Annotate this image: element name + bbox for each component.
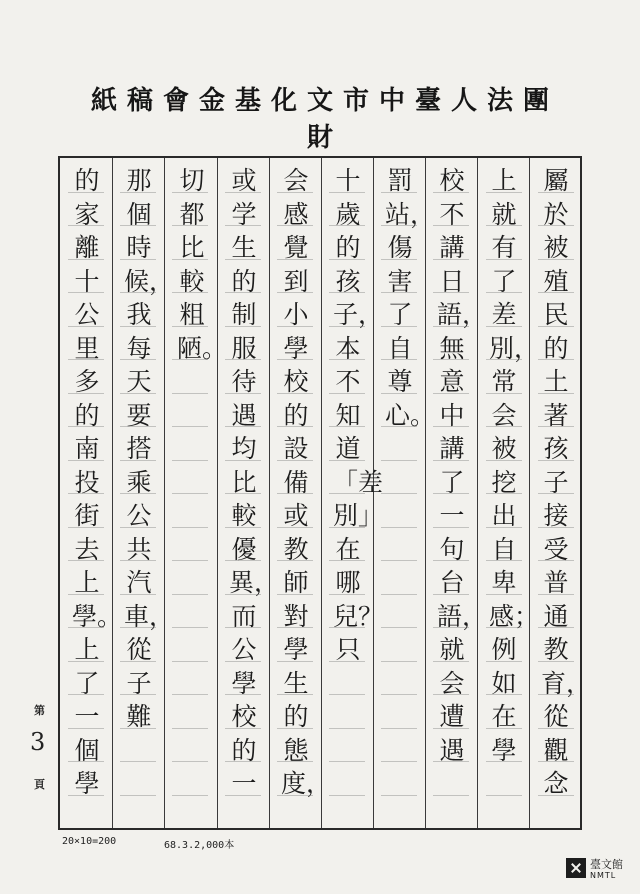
grid-cell-line [277,560,313,561]
grid-cell-line [225,393,261,394]
grid-cell-line [486,326,522,327]
grid-cell-line [486,694,522,695]
grid-cell-line [538,359,574,360]
grid-cell-line [68,259,104,260]
grid-cell-line [381,661,417,662]
grid-cell-line [68,694,104,695]
grid-cell-line [433,192,469,193]
grid-cell-line [172,594,208,595]
grid-cell-line [538,326,574,327]
grid-cell-line [120,460,156,461]
grid-cell-line [120,694,156,695]
grid-cell-line [120,560,156,561]
grid-cell-line [381,694,417,695]
grid-cell-line [381,326,417,327]
grid-cell-line [225,259,261,260]
grid-cell-line [433,493,469,494]
grid-cell-line [538,259,574,260]
grid-cell-line [277,225,313,226]
grid-cell-line [381,460,417,461]
grid-cell-line [277,426,313,427]
manuscript-column-10: 的家離十公里多的南投街去上學。上了一個學 [72,166,123,798]
grid-cell-line [120,627,156,628]
grid-cell-line [120,493,156,494]
grid-cell-line [172,192,208,193]
grid-cell-line [277,292,313,293]
grid-cell-line [329,493,365,494]
grid-cell-line [538,627,574,628]
grid-cell-line [225,292,261,293]
grid-cell-line [433,527,469,528]
grid-cell-line [277,527,313,528]
grid-cell-line [277,192,313,193]
form-header-title: 紙稿會金基化文市中臺人法團財 [90,86,559,153]
grid-cell-line [225,594,261,595]
manuscript-column-4: 罰站，傷害了自尊心。 [385,166,436,430]
grid-cell-line [277,728,313,729]
grid-cell-line [225,728,261,729]
manuscript-column-5: 十歲的孩子，本不知道「差別」在哪兒？只 [333,166,384,664]
nmtl-logo-chinese: 臺文館 [590,858,623,871]
grid-cell-line [538,493,574,494]
grid-cell-line [68,292,104,293]
grid-cell-line [68,393,104,394]
grid-cell-line [225,761,261,762]
grid-cell-line [172,761,208,762]
grid-cell-line [538,728,574,729]
grid-cell-line [329,225,365,226]
grid-cell-line [277,761,313,762]
grid-cell-line [225,795,261,796]
grid-cell-line [172,627,208,628]
grid-cell-line [329,761,365,762]
grid-cell-line [68,527,104,528]
grid-cell-line [120,795,156,796]
grid-cell-line [329,527,365,528]
grid-cell-line [225,225,261,226]
grid-cell-line [172,795,208,796]
grid-cell-line [538,594,574,595]
grid-cell-line [486,259,522,260]
manuscript-column-9: 那個時候，我每天要搭乘公共汽車，從子難 [124,166,175,731]
print-info-label: 68.3.2,000本 [164,840,235,851]
grid-cell-line [538,426,574,427]
grid-cell-line [172,393,208,394]
grid-cell-line [172,694,208,695]
grid-cell-line [329,661,365,662]
grid-cell-line [225,493,261,494]
grid-cell-line [486,527,522,528]
grid-cell-line [433,393,469,394]
grid-cell-line [277,359,313,360]
grid-cell-line [538,560,574,561]
grid-cell-line [68,225,104,226]
grid-cell-line [329,292,365,293]
page-number: 3 [30,728,46,756]
grid-cell-line [486,359,522,360]
grid-cell-line [68,426,104,427]
grid-cell-line [538,761,574,762]
grid-cell-line [381,560,417,561]
grid-cell-line [381,627,417,628]
grid-cell-line [68,627,104,628]
manuscript-column-2: 上就有了差別，常会被挖出自卑感；例如在學 [489,166,540,765]
grid-cell-line [433,259,469,260]
grid-cell-line [538,527,574,528]
grid-cell-line [172,661,208,662]
manuscript-grid [58,156,592,830]
grid-cell-line [381,728,417,729]
grid-cell-line [538,795,574,796]
grid-cell-line [277,393,313,394]
grid-cell-line [381,225,417,226]
grid-column-line [112,158,113,828]
grid-cell-line [172,225,208,226]
grid-cell-line [277,493,313,494]
grid-cell-line [225,359,261,360]
grid-cell-line [486,795,522,796]
grid-cell-line [433,661,469,662]
grid-cell-line [68,795,104,796]
grid-cell-line [68,326,104,327]
grid-cell-line [172,560,208,561]
grid-cell-line [277,795,313,796]
grid-cell-line [68,761,104,762]
grid-cell-line [329,594,365,595]
grid-cell-line [172,460,208,461]
grid-cell-line [120,594,156,595]
grid-cell-line [433,292,469,293]
grid-cell-line [433,426,469,427]
grid-cell-line [381,192,417,193]
grid-cell-line [433,627,469,628]
grid-column-line [529,158,530,828]
grid-cell-line [433,359,469,360]
nmtl-logo-english: NMTL [590,871,617,880]
grid-cell-line [68,560,104,561]
grid-cell-line [381,493,417,494]
grid-cell-line [329,359,365,360]
grid-cell-line [68,728,104,729]
grid-cell-line [433,225,469,226]
manuscript-column-3: 校不講日語，無意中講了一句台語，就会遭遇 [437,166,488,765]
grid-cell-line [120,292,156,293]
grid-cell-line [433,761,469,762]
grid-cell-line [120,259,156,260]
grid-cell-line [120,661,156,662]
grid-cell-line [486,627,522,628]
grid-cell-line [433,728,469,729]
grid-cell-line [433,594,469,595]
grid-cell-line [225,694,261,695]
manuscript-column-6: 会感覺到小學校的設備或教師對學生的態度， [281,166,332,798]
grid-cell-line [329,694,365,695]
grid-cell-line [225,326,261,327]
grid-column-line [321,158,322,828]
nmtl-logo-icon [566,858,586,878]
grid-cell-line [120,225,156,226]
grid-column-line [164,158,165,828]
grid-column-line [425,158,426,828]
grid-cell-line [433,694,469,695]
grid-cell-line [277,661,313,662]
grid-cell-line [329,460,365,461]
grid-cell-line [538,292,574,293]
grid-cell-line [225,192,261,193]
grid-cell-line [172,493,208,494]
grid-cell-line [225,661,261,662]
grid-cell-line [381,292,417,293]
grid-cell-line [225,627,261,628]
grid-cell-line [329,393,365,394]
grid-cell-line [486,393,522,394]
grid-cell-line [225,560,261,561]
grid-column-line [217,158,218,828]
grid-cell-line [277,594,313,595]
page-label-prefix: 第 [34,704,45,717]
grid-cell-line [120,527,156,528]
grid-cell-line [120,192,156,193]
grid-cell-line [486,493,522,494]
grid-cell-line [172,259,208,260]
grid-column-line [269,158,270,828]
grid-cell-line [172,359,208,360]
grid-cell-line [68,359,104,360]
grid-cell-line [538,225,574,226]
grid-cell-line [381,761,417,762]
page-label-suffix: 頁 [34,778,45,791]
grid-cell-line [120,326,156,327]
grid-cell-line [225,527,261,528]
grid-cell-line [381,259,417,260]
grid-spec-label: 20×10=200 [62,836,117,847]
grid-cell-line [68,460,104,461]
grid-cell-line [120,359,156,360]
grid-cell-line [225,460,261,461]
grid-cell-line [486,728,522,729]
grid-cell-line [329,259,365,260]
grid-cell-line [329,795,365,796]
grid-cell-line [433,326,469,327]
grid-cell-line [486,594,522,595]
grid-cell-line [172,728,208,729]
grid-cell-line [486,225,522,226]
grid-cell-line [381,426,417,427]
grid-cell-line [486,560,522,561]
grid-cell-line [225,426,261,427]
grid-cell-line [68,594,104,595]
grid-cell-line [486,761,522,762]
grid-cell-line [120,761,156,762]
grid-cell-line [172,426,208,427]
grid-cell-line [538,661,574,662]
grid-cell-line [538,192,574,193]
grid-cell-line [277,627,313,628]
grid-cell-line [172,326,208,327]
grid-cell-line [277,326,313,327]
grid-cell-line [381,594,417,595]
grid-cell-line [486,292,522,293]
manuscript-column-1: 屬於被殖民的土著孩子接受普通教育，從觀念 [541,166,592,798]
grid-cell-line [433,560,469,561]
grid-cell-line [68,493,104,494]
grid-cell-line [120,426,156,427]
grid-cell-line [329,426,365,427]
grid-cell-line [172,527,208,528]
grid-cell-line [381,795,417,796]
grid-cell-line [381,527,417,528]
grid-cell-line [329,326,365,327]
grid-cell-line [433,460,469,461]
grid-cell-line [329,627,365,628]
nmtl-watermark-logo [566,856,632,884]
grid-cell-line [381,393,417,394]
grid-cell-line [172,292,208,293]
grid-cell-line [486,426,522,427]
grid-cell-line [486,192,522,193]
grid-cell-line [538,460,574,461]
grid-cell-line [329,192,365,193]
grid-cell-line [277,694,313,695]
grid-column-line [477,158,478,828]
grid-cell-line [486,661,522,662]
grid-cell-line [68,661,104,662]
grid-cell-line [538,694,574,695]
grid-cell-line [68,192,104,193]
grid-cell-line [329,728,365,729]
grid-cell-line [277,259,313,260]
grid-cell-line [538,393,574,394]
manuscript-column-7: 或学生的制服待遇均比較優異，而公學校的一 [229,166,280,798]
grid-cell-line [381,359,417,360]
grid-cell-line [433,795,469,796]
grid-cell-line [486,460,522,461]
grid-cell-line [120,393,156,394]
grid-cell-line [329,560,365,561]
grid-cell-line [277,460,313,461]
grid-cell-line [120,728,156,729]
manuscript-column-8: 切都比較粗陋。 [177,166,228,363]
